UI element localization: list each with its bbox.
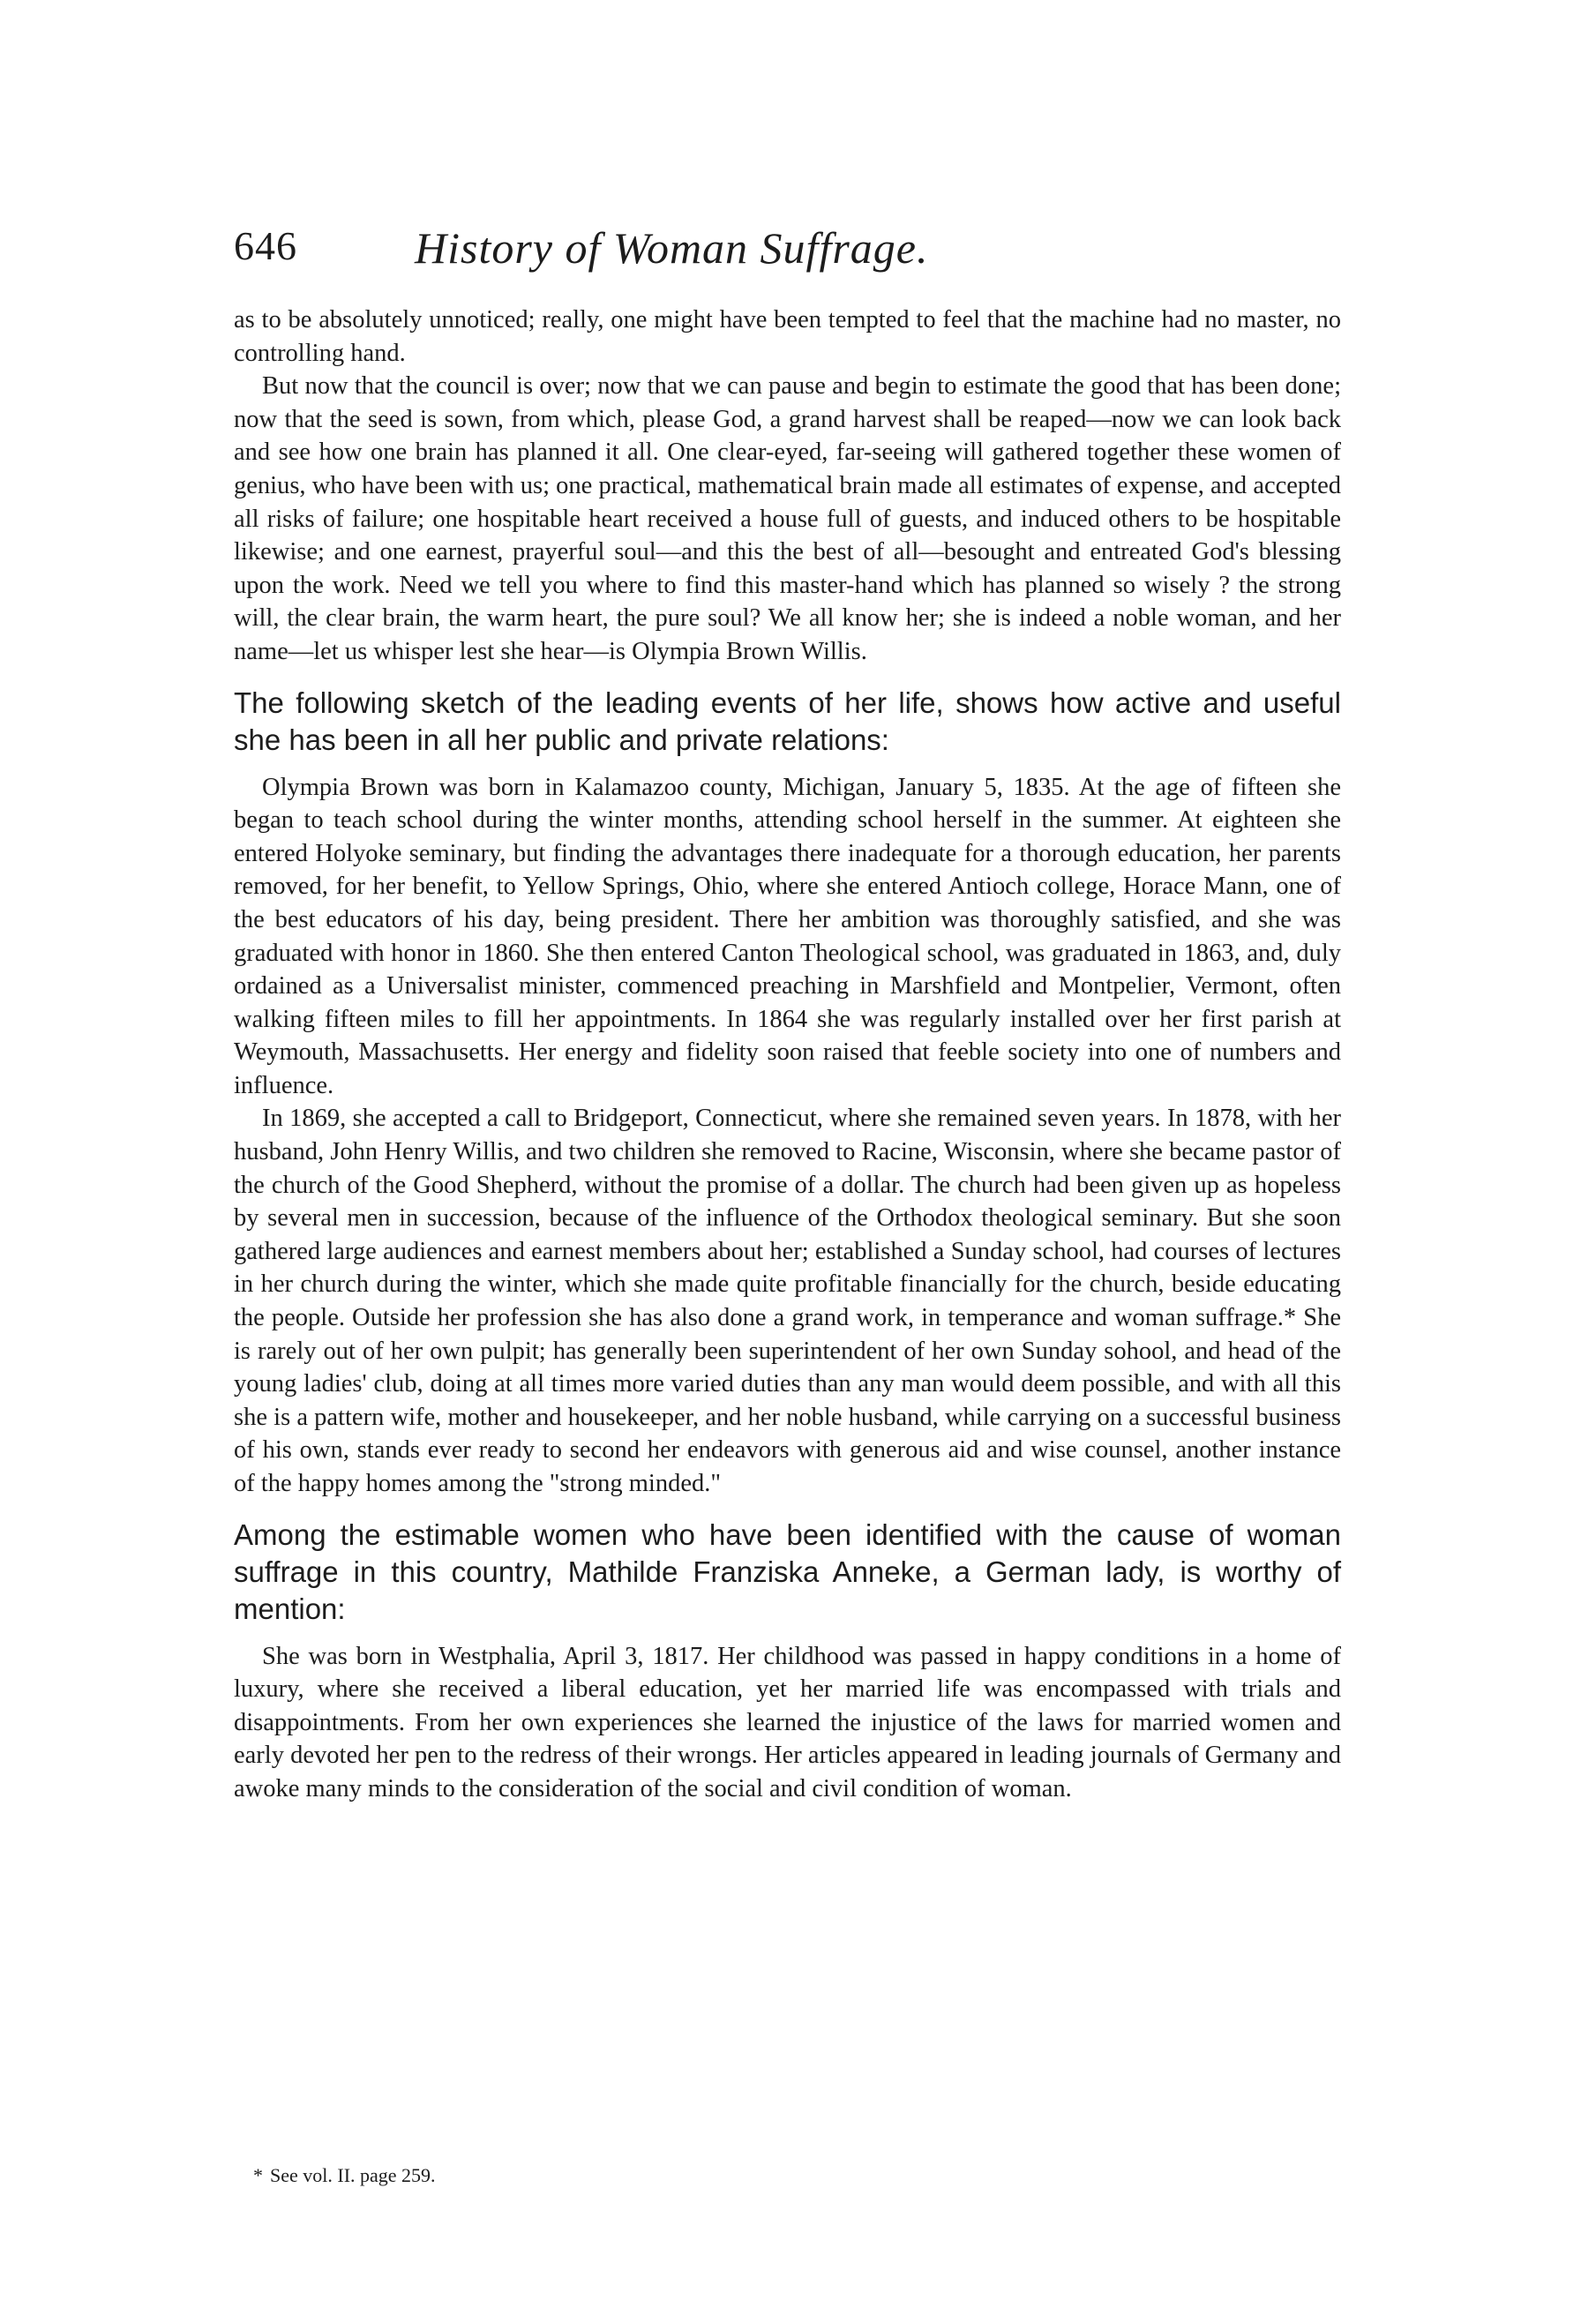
page-number: 646	[234, 223, 297, 268]
book-page	[234, 222, 1341, 2186]
footnote	[234, 2164, 436, 2187]
paragraph-continuation: as to be absolutely unnoticed; really, one might have been tempted to feel that the machine had no master, no controlling hand.	[234, 306, 1341, 367]
paragraph-council-tribute: But now that the council is over; now that we can pause and begin to estimate the good that has been done; now that the seed is sown, from which, please God, a grand harvest shall be reaped—now we can look back and see how one brain has planned it all. One clear-eyed, far-seeing will gathered together these women of genius, who have been with us; one practical, mathematical brain made all estimates of expense, and accepted all risks of failure; one hospitable heart received a house full of guests, and induced others to be hospitable likewise; and one earnest, prayerful soul—and this the best of all—besought and entreated God's blessing upon the work. Need we tell you where to find this master-hand which has planned so wisely ? the strong will, the clear brain, the warm heart, the pure soul? We all know her; she is indeed a noble woman, and her name—let us whisper lest she hear—is Olympia Brown Willis.	[234, 372, 1341, 665]
footnote-text: See vol. II. page 259.	[270, 2164, 436, 2186]
paragraph-mathilde-anneke: She was born in Westphalia, April 3, 1817. Her childhood was passed in happy conditions in a home of luxury, where she received a liberal education, yet her married life was encompassed with trials and disappointments. From her own experiences she learned the injustice of the laws for married women and early devoted her pen to the redress of their wrongs. Her articles appeared in leading journals of Germany and awoke many minds to the consideration of the social and civil condition of woman.	[234, 1642, 1341, 1802]
paragraph-olympia-brown-career: In 1869, she accepted a call to Bridgeport, Connecticut, where she remained seven years. In 1878, with her husband, John Henry Willis, and two children she removed to Racine, Wisconsin, where she became pastor of the church of the Good Shepherd, without the promise of a dollar. The church had been given up as hopeless by several men in succession, because of the influence of the Orthodox theological seminary. But she soon gathered large audiences and earnest members about her; established a Sunday school, had courses of lectures in her church during the winter, which she made quite profitable financially for the church, beside educating the people. Outside her profession she has also done a grand work, in temperance and woman suffrage.* She is rarely out of her own pulpit; has generally been superintendent of her own Sunday sohool, and head of the young ladies' club, doing at all times more varied duties than any man would deem possible, and with all this she is a pattern wife, mother and housekeeper, and her noble husband, while carrying on a successful business of his own, stands ever ready to second her endeavors with generous aid and wise counsel, another instance of the happy homes among the "strong minded."	[234, 1105, 1341, 1497]
paragraph-olympia-brown-early-life: Olympia Brown was born in Kalamazoo county, Michigan, January 5, 1835. At the age of fifteen she began to teach school during the winter months, attending school herself in the summer. At eighteen she entered Holyoke seminary, but finding the advantages there inadequate for a thorough education, her parents removed, for her benefit, to Yellow Springs, Ohio, where she entered Antioch college, Horace Mann, one of the best educators of his day, being president. There her ambition was thoroughly satisfied, and she was graduated with honor in 1860. She then entered Canton Theological school, was graduated in 1863, and, duly ordained as a Universalist minister, commenced preaching in Marshfield and Montpelier, Vermont, often walking fifteen miles to fill her appointments. In 1864 she was regularly installed over her first parish at Weymouth, Massachusetts. Her energy and fidelity soon raised that feeble society into one of numbers and influence.	[234, 773, 1341, 1099]
section-intro-mathilde-anneke: Among the estimable women who have been identified with the cause of woman suffrage in this country, Mathilde Franziska Anneke, a German lady, is worthy of mention:	[234, 1517, 1341, 1625]
running-head	[234, 222, 1341, 291]
footnote-marker: *	[253, 2164, 263, 2186]
section-intro-olympia-brown: The following sketch of the leading events of her life, shows how active and useful she has been in all her public and private relations:	[234, 686, 1341, 756]
running-title: History of Woman Suffrage.	[415, 223, 929, 273]
